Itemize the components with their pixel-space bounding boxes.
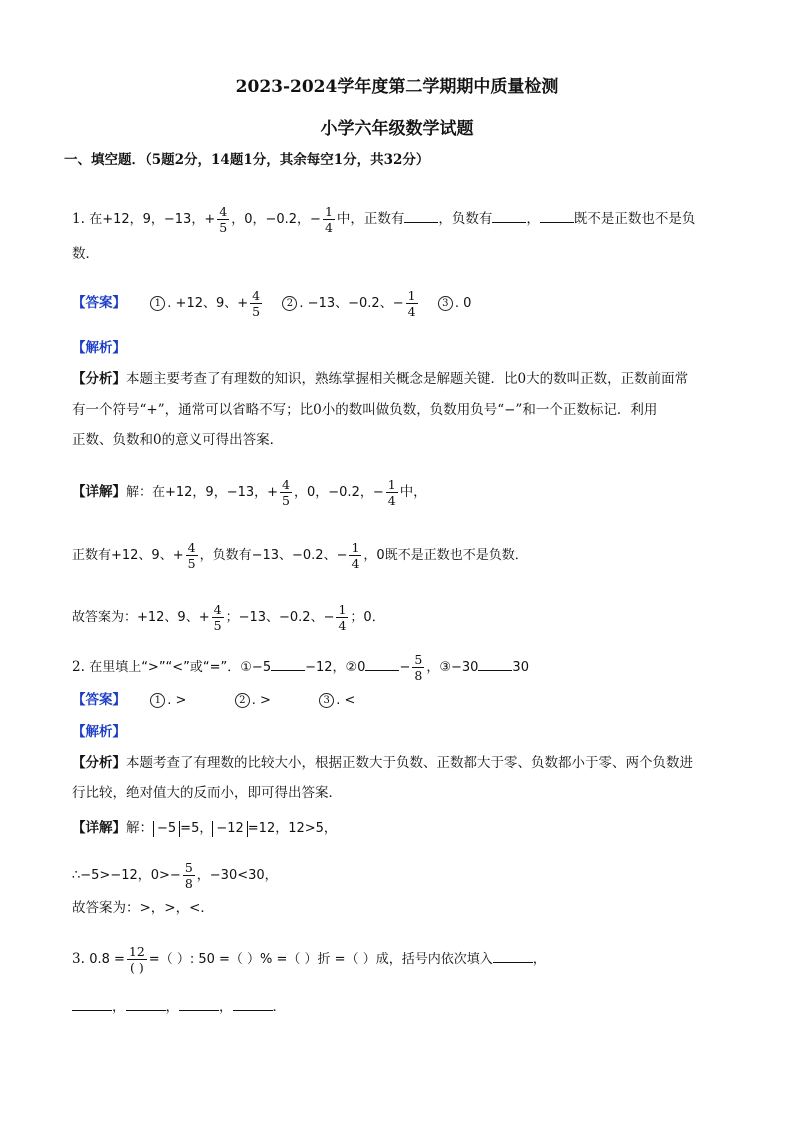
- answer-blank[interactable]: [365, 656, 399, 671]
- q1-number: 1.: [72, 211, 85, 227]
- q1-stem: 1. 在+12，9，−13，+ $\frac{4}{5}$ ，0，−0.2，− $\frac{1}{4}$ 中，正数有 ，负数有 ， 既不是正数也不是负: [72, 204, 696, 235]
- answer-blank[interactable]: [271, 656, 305, 671]
- q2-detail-line1: 【详解】解： −5 =5， −12 =12，12>5，: [72, 820, 337, 836]
- q3-stem: 3. 0.8 = $\frac{12}{( )}$ =（ ）: 50 =（ ）% =（ ）折 =（ ）成，括号内依次填入 ，: [72, 944, 547, 975]
- q2-stem: 2. 在里填上“>”“<”或“=”．①−5 −12，②0 − $\frac{5}{8}$ ，③−30 30: [72, 652, 529, 683]
- answer-blank[interactable]: [72, 996, 112, 1011]
- answer-blank[interactable]: [233, 996, 273, 1011]
- answer-blank[interactable]: [540, 208, 574, 223]
- q1-jiexi-tag: 【解析】: [72, 340, 126, 356]
- q2-answer: 【答案】 1 . > 2 . > 3 . <: [72, 692, 356, 708]
- answer-blank[interactable]: [493, 948, 533, 963]
- answer-blank[interactable]: [478, 656, 512, 671]
- q1-stem-cont: 数．: [72, 246, 99, 262]
- fraction: $\frac{1}{4}$: [324, 204, 333, 235]
- q2-analysis-line1: 【分析】本题考查了有理数的比较大小，根据正数大于负数、正数都大于零、负数都小于零、两个负数进: [72, 755, 693, 771]
- q2-jiexi-tag: 【解析】: [72, 724, 126, 740]
- answer-blank[interactable]: [404, 208, 438, 223]
- answer-blank[interactable]: [179, 996, 219, 1011]
- section-heading: 一、填空题．（5题2分，14题1分，其余每空1分，共32分）: [64, 152, 430, 168]
- q3-blanks-line: ， ， ， ．: [72, 996, 286, 1017]
- page-subtitle: 小学六年级数学试题: [320, 119, 474, 139]
- q1-analysis-line2: 有一个符号“+”，通常可以省略不写；比0小的数叫做负数，负数用负号“−”和一个正数标记．利用: [72, 402, 658, 418]
- q1-detail-line1: 【详解】解：在+12，9，−13，+ $\frac{4}{5}$ ，0，−0.2，− $\frac{1}{4}$ 中，: [72, 477, 427, 508]
- q1-final: 故答案为：+12、9、+ $\frac{4}{5}$ ；−13、−0.2、− $\frac{1}{4}$ ；0．: [72, 602, 385, 633]
- q2-detail-line2: ∴−5>−12，0>− $\frac{5}{8}$ ，−30<30，: [72, 860, 278, 891]
- answer-tag: 【答案】: [72, 295, 126, 311]
- q2-analysis-line2: 行比较，绝对值大的反而小，即可得出答案．: [72, 785, 342, 801]
- answer-blank[interactable]: [492, 208, 526, 223]
- answer-blank[interactable]: [126, 996, 166, 1011]
- q1-detail-line2: 正数有+12、9、+ $\frac{4}{5}$ ，负数有−13、−0.2、− $\frac{1}{4}$ ，0既不是正数也不是负数．: [72, 540, 528, 571]
- q1-analysis-line3: 正数、负数和0的意义可得出答案．: [72, 432, 284, 448]
- fraction: $\frac{4}{5}$: [219, 204, 228, 235]
- q2-number: 2.: [72, 659, 85, 675]
- q2-final: 故答案为：>，>，<．: [72, 900, 214, 916]
- page-title: 2023-2024学年度第二学期期中质量检测: [235, 77, 559, 97]
- q1-answer: 【答案】 1 . +12、9、+ $\frac{4}{5}$ 2 . −13、−0.2、− $\frac{1}{4}$ 3 . 0: [72, 288, 472, 319]
- q1-analysis-line1: 【分析】本题主要考查了有理数的知识，熟练掌握相关概念是解题关键．比0大的数叫正数，正数前面常: [72, 371, 689, 387]
